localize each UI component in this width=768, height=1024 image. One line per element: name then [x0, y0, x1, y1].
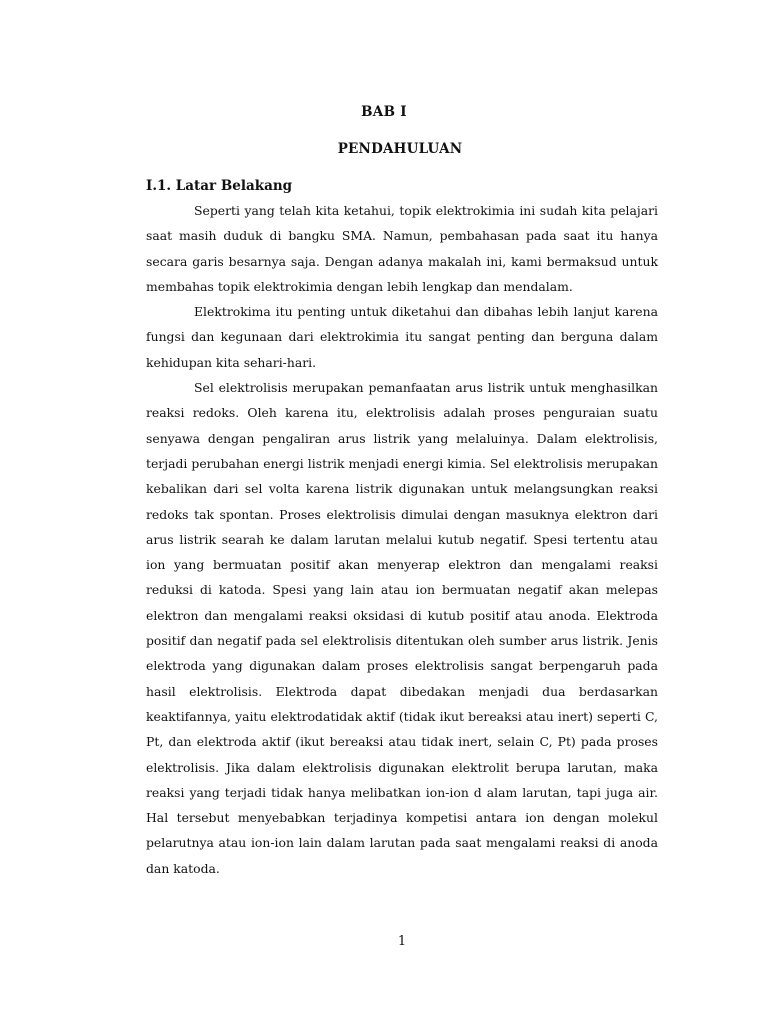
- paragraph-2: Elektrokima itu penting untuk diketahui dan dibahas lebih lanjut karena fungsi dan kegunaan dari elektrokimia itu sangat penting dan berguna dalam kehidupan kita sehari-hari.: [146, 304, 658, 370]
- body-text: [146, 198, 658, 881]
- chapter-title: PENDAHULUAN: [337, 141, 463, 157]
- chapter-label: BAB I: [361, 104, 407, 120]
- page-number: 1: [397, 934, 407, 949]
- paragraph-3: Sel elektrolisis merupakan pemanfaatan arus listrik untuk menghasilkan reaksi redoks. Oleh karena itu, elektrolisis adalah proses penguraian suatu senyawa dengan pengaliran arus listrik yang melaluinya. Dalam elektrolisis, terjadi perubahan energi listrik menjadi energi kimia. Sel elektrolisis merupakan kebalikan dari sel volta karena listrik digunakan untuk melangsungkan reaksi redoks tak spontan. Proses elektrolisis dimulai dengan masuknya elektron dari arus listrik searah ke dalam larutan melalui kutub negatif. Spesi tertentu atau ion yang bermuatan positif akan menyerap elektron dan mengalami reaksi reduksi di katoda. Spesi yang lain atau ion bermuatan negatif akan melepas elektron dan mengalami reaksi oksidasi di kutub positif atau anoda. Elektroda positif dan negatif pada sel elektrolisis ditentukan oleh sumber arus listrik. Jenis elektroda yang digunakan dalam proses elektrolisis sangat berpengaruh pada hasil elektrolisis. Elektroda dapat dibedakan menjadi dua berdasarkan keaktifannya, yaitu elektrodatidak aktif (tidak ikut bereaksi atau inert) seperti C, Pt, dan elektroda aktif (ikut bereaksi atau tidak inert, selain C, Pt) pada proses elektrolisis. Jika dalam elektrolisis digunakan elektrolit berupa larutan, maka reaksi yang terjadi tidak hanya melibatkan ion-ion d alam larutan, tapi juga air. Hal tersebut menyebabkan terjadinya kompetisi antara ion dengan molekul pelarutnya atau ion-ion lain dalam larutan pada saat mengalami reaksi di anoda dan katoda.: [146, 380, 658, 876]
- paragraph-1: Seperti yang telah kita ketahui, topik elektrokimia ini sudah kita pelajari saat masih duduk di bangku SMA. Namun, pembahasan pada saat itu hanya secara garis besarnya saja. Dengan adanya makalah ini, kami bermaksud untuk membahas topik elektrokimia dengan lebih lengkap dan mendalam.: [146, 203, 658, 294]
- section-heading: I.1. Latar Belakang: [146, 178, 293, 194]
